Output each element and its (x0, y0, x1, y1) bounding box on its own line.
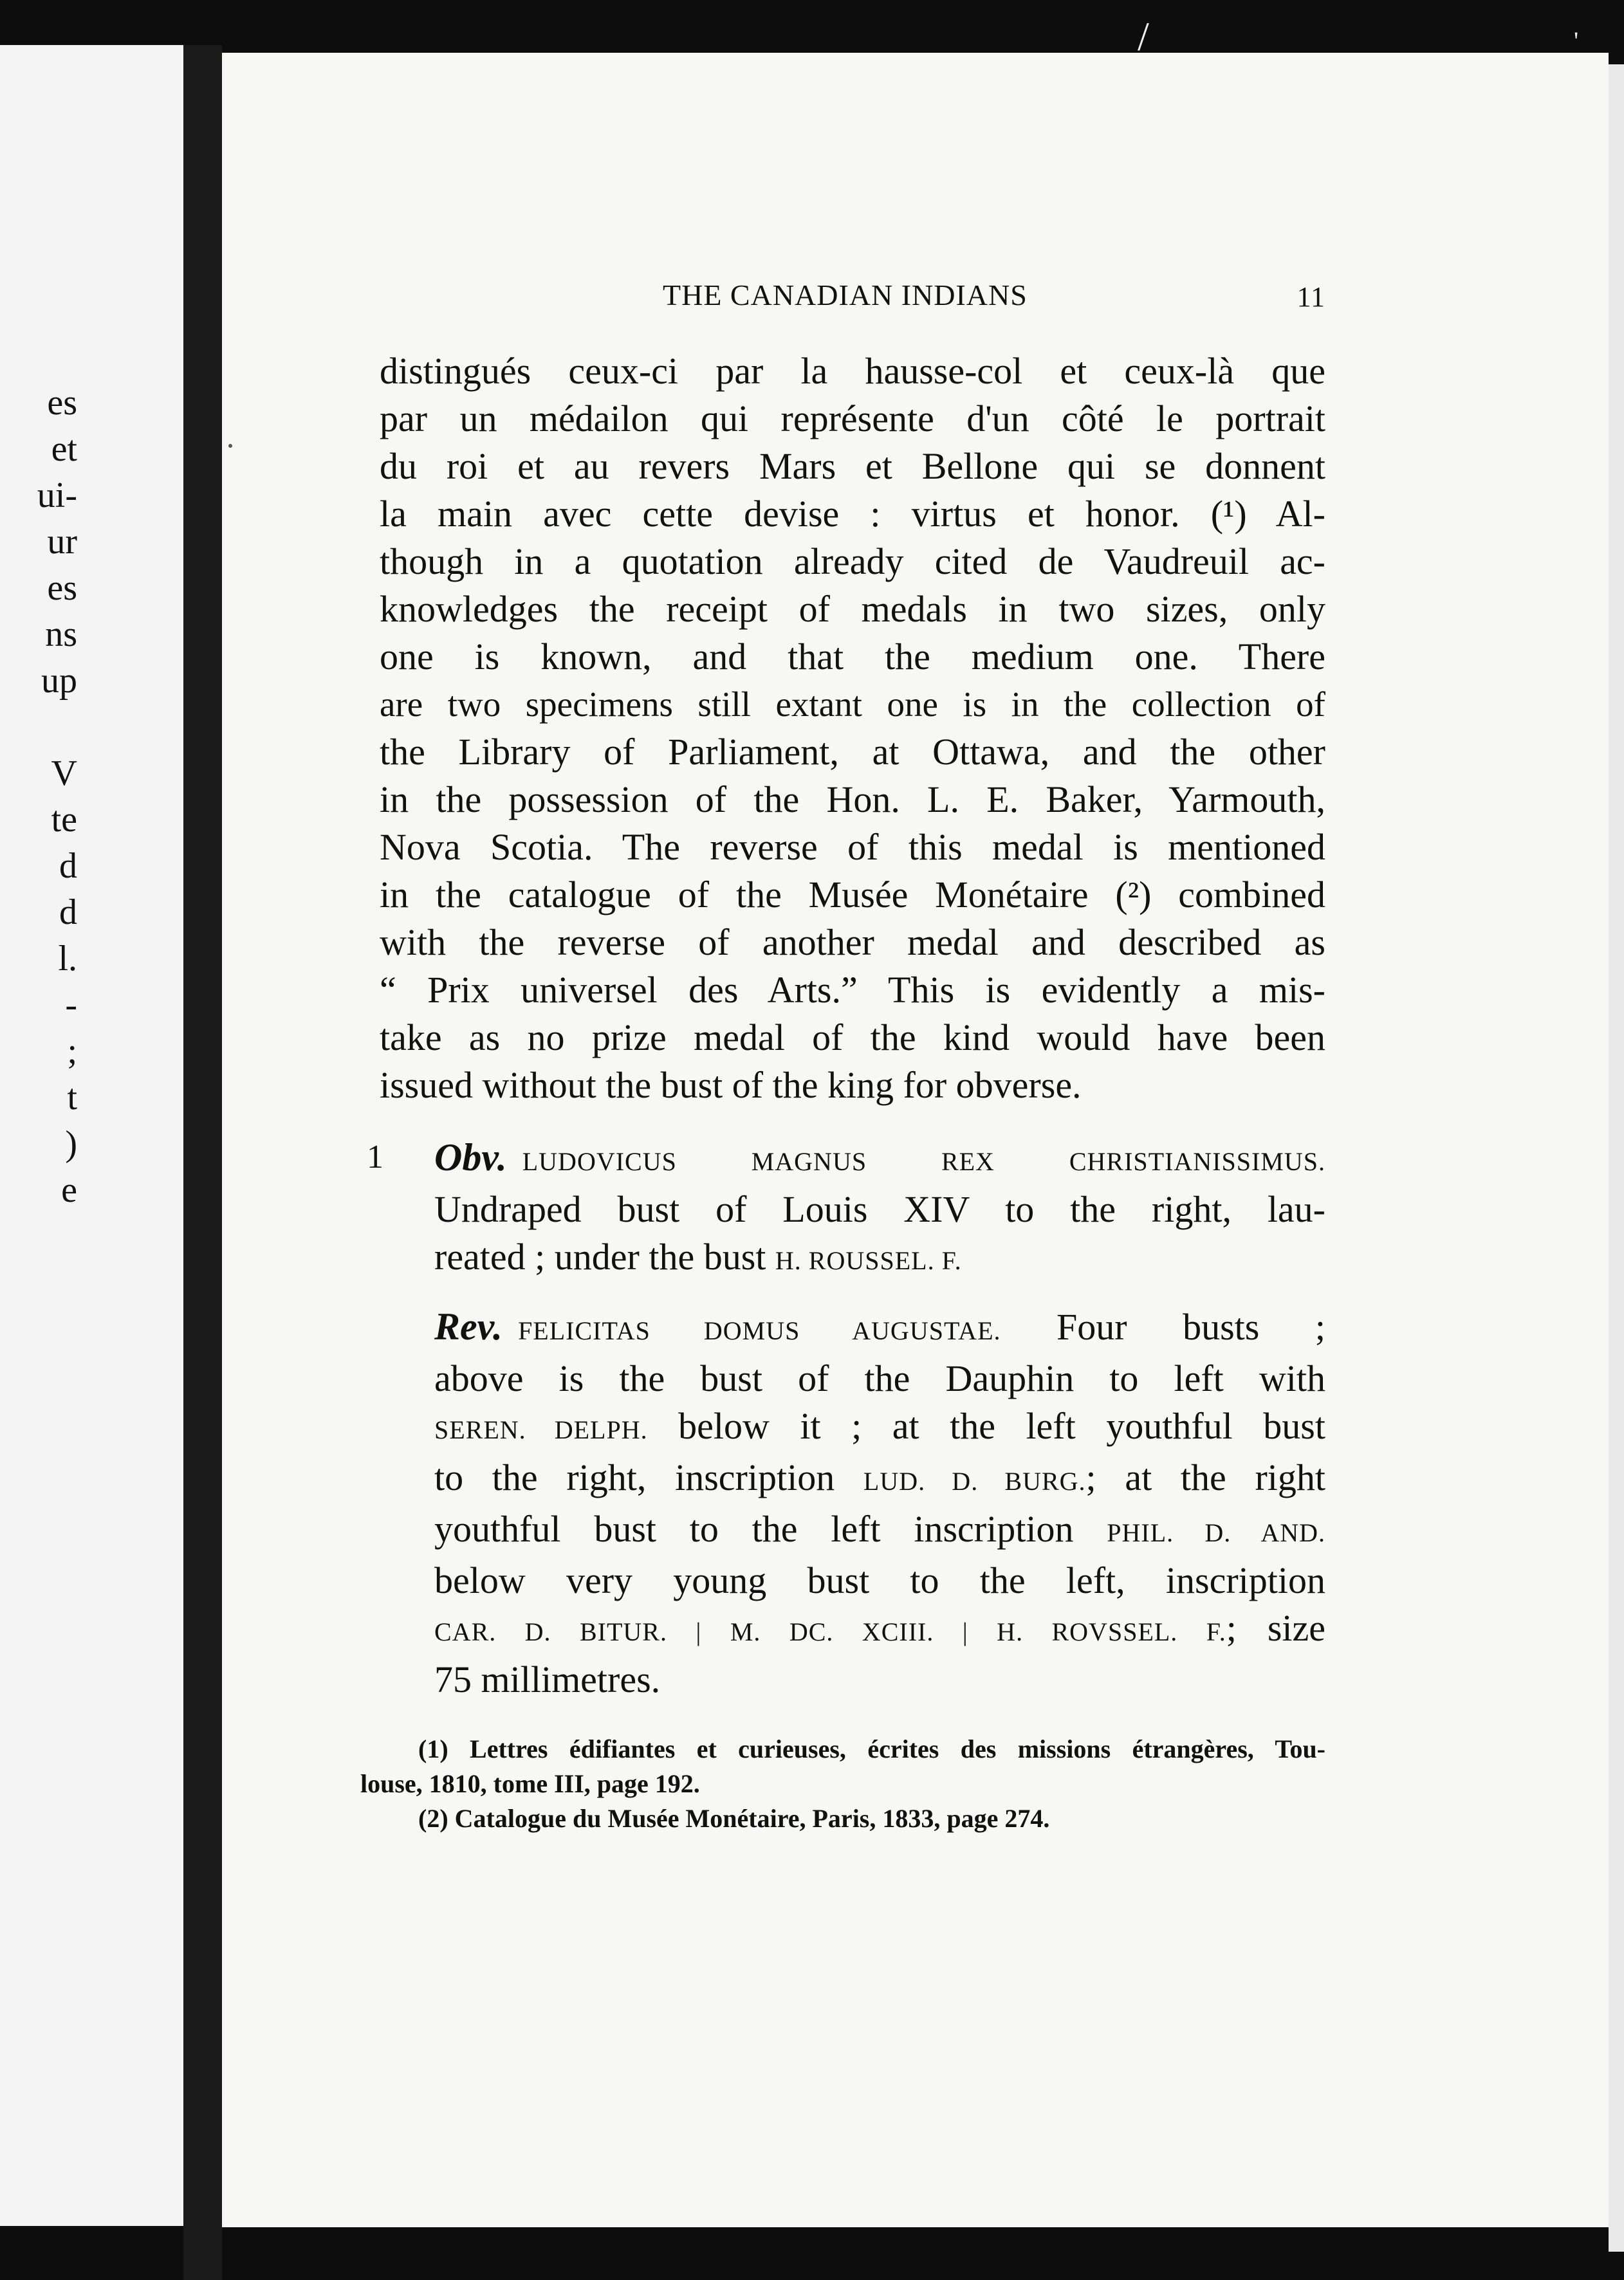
left-fragment: et (51, 429, 77, 469)
left-page-fragment (0, 45, 212, 2226)
body-line: du roi et au revers Mars et Bellone qui se donnent (380, 445, 1325, 487)
footnote-1 (380, 1732, 1325, 1767)
page-edge (1609, 64, 1624, 2252)
body-line: one is known, and that the medium one. There (380, 636, 1325, 677)
body-line: distingués ceux-ci par la hausse-col et ceux-là que (380, 350, 1325, 392)
obverse-description (367, 1134, 1325, 1285)
footnote-mark: (1) (418, 1734, 448, 1763)
reverse-description (380, 1303, 1325, 1704)
left-fragment: d (59, 892, 77, 932)
reverse-line (434, 1454, 1325, 1505)
body-line: with the reverse of another medal and described as (380, 921, 1325, 963)
footnotes (360, 1732, 1326, 1836)
obverse-text: reated ; under the bust (434, 1236, 766, 1278)
left-fragment: t (67, 1078, 77, 1117)
left-fragment: te (51, 800, 77, 840)
scan-mark: / (1138, 14, 1149, 59)
reverse-inscription: SEREN. DELPH. (434, 1415, 648, 1444)
reverse-text: ; at the right (1085, 1457, 1325, 1498)
left-fragment: ur (47, 522, 77, 562)
reverse-line (434, 1604, 1325, 1656)
obverse-line: Undraped bust of Louis XIV to the right, lau- (434, 1188, 1325, 1230)
left-fragment: V (51, 753, 77, 793)
footnote-text: Lettres édifiantes et curieuses, écrites des missions étrangères, Tou- (470, 1734, 1326, 1763)
obverse-line (380, 1233, 1325, 1285)
reverse-legend: FELICITAS DOMUS AUGUSTAE. (518, 1316, 1001, 1345)
page-content (360, 270, 1326, 1836)
book-gutter (183, 45, 222, 2280)
left-fragment: ns (45, 614, 77, 654)
reverse-line (434, 1402, 1325, 1454)
body-line: in the possession of the Hon. L. E. Baker, Yarmouth, (380, 778, 1325, 820)
body-line: issued without the bust of the king for obverse. (380, 1064, 1082, 1106)
left-fragment (0, 704, 77, 750)
left-fragment: es (47, 568, 77, 608)
reverse-line (434, 1303, 1325, 1355)
reverse-text: youthful bust to the left inscription (434, 1508, 1074, 1550)
reverse-text: Four busts ; (1057, 1306, 1325, 1348)
body-line: in the catalogue of the Musée Monétaire (²) combined (380, 874, 1325, 915)
body-line: Nova Scotia. The reverse of this medal is mentioned (380, 826, 1325, 868)
reverse-line (434, 1505, 1325, 1557)
left-fragment: - (65, 985, 77, 1025)
reverse-text: to the right, inscription (434, 1457, 835, 1498)
body-line: are two specimens still extant one is in the collection of (380, 685, 1325, 724)
reverse-line: above is the bust of the Dauphin to left with (434, 1357, 1325, 1399)
left-page-text-fragments (0, 380, 77, 1213)
reverse-text: below it ; at the left youthful bust (678, 1405, 1325, 1447)
body-paragraph (380, 347, 1325, 1109)
reverse-label: Rev. (434, 1305, 503, 1348)
left-fragment: es (47, 383, 77, 423)
entry-number: 1 (367, 1139, 383, 1175)
obverse-line (380, 1134, 1325, 1186)
left-fragment: ui- (37, 475, 77, 515)
page-number: 11 (1296, 281, 1325, 313)
reverse-inscription: PHIL. D. AND. (1107, 1518, 1326, 1547)
obverse-legend: LUDOVICUS MAGNUS REX CHRISTIANISSIMUS. (522, 1147, 1325, 1176)
body-line: take as no prize medal of the kind would have been (380, 1016, 1325, 1058)
left-fragment: d (59, 846, 77, 886)
body-line: par un médailon qui représente d'un côté le portrait (380, 398, 1325, 439)
footnote-mark: (2) (418, 1804, 448, 1833)
left-fragment: l. (58, 939, 77, 979)
footnote-1-continuation: louse, 1810, tome III, page 192. (360, 1769, 700, 1798)
reverse-inscription: LUD. D. BURG. (863, 1467, 1086, 1496)
scan-mark: ' (1574, 26, 1579, 55)
reverse-line: 75 millimetres. (434, 1659, 661, 1700)
reverse-inscription: CAR. D. BITUR. | M. DC. XCIII. | H. ROVSSEL. F. (434, 1617, 1226, 1646)
obverse-signature: H. ROUSSEL. F. (775, 1246, 962, 1275)
body-line: la main avec cette devise : virtus et honor. (¹) Al- (380, 493, 1325, 535)
left-fragment: up (41, 661, 77, 701)
body-line: though in a quotation already cited de Vaudreuil ac- (380, 540, 1325, 582)
reverse-text: ; size (1226, 1607, 1325, 1649)
left-fragment: e (61, 1170, 77, 1210)
footnote-2 (380, 1801, 1325, 1836)
medal-entry (367, 1134, 1326, 1704)
scan-speck (228, 444, 232, 448)
body-line: “ Prix universel des Arts.” This is evidently a mis- (380, 969, 1325, 1011)
body-line: the Library of Parliament, at Ottawa, and the other (380, 731, 1325, 773)
body-line: knowledges the receipt of medals in two sizes, only (380, 588, 1325, 630)
footnote-text: Catalogue du Musée Monétaire, Paris, 1833, page 274. (454, 1804, 1050, 1833)
running-head (380, 270, 1325, 315)
left-fragment: ) (65, 1124, 77, 1164)
reverse-line: below very young bust to the left, inscription (434, 1559, 1325, 1601)
left-fragment: ; (67, 1031, 77, 1071)
obverse-label: Obv. (434, 1136, 507, 1179)
running-title: THE CANADIAN INDIANS (663, 279, 1028, 311)
